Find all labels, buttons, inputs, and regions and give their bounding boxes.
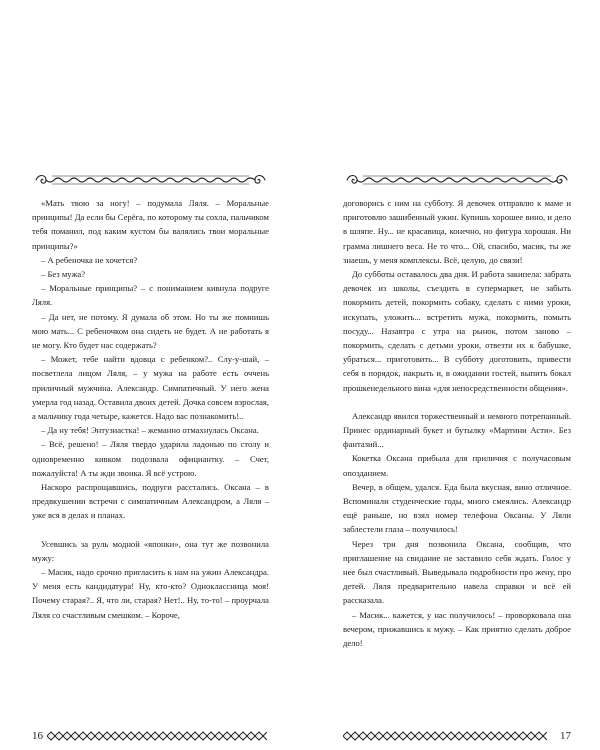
- paragraph: Кокетка Оксана прибыла для приличия с получасовым опозданием.: [343, 453, 571, 478]
- paragraph: – Всё, решено! – Ляля твердо ударила ладонью по столу и одновременно кивком подозвала официантку. – Счет, пожалуйста! А ты жди звонка. Я всё устрою.: [32, 439, 269, 478]
- page-number: 16: [32, 730, 43, 742]
- paragraph: – Масик, надо срочно пригласить к нам на ужин Александра. У меня есть кандидатура! Ну, кто-кто? Одноклассница моя! Почему старая?.. Я, что ли, старая? Нет!.. Ну, то-то! – проурчала Ляля со счастливым смешком. – Короче,: [32, 567, 269, 620]
- paragraph: Усевшись за руль модной «японки», она тут же позвонила мужу:: [32, 538, 269, 563]
- left-page-text: [32, 196, 269, 622]
- paragraph: – Моральные принципы? – с пониманием кивнула подруге Ляля.: [32, 283, 269, 308]
- ornament-header-left: [32, 172, 269, 188]
- ornament-footer-left: [47, 731, 269, 741]
- paragraph: – Может, тебе найти вдовца с ребенком?.. Слу-у-шай, – посветлела лицом Ляля, – у мужа на работе есть оччень приличный мужчина. Александр. Симпатичный. У него жена умерла год назад. Оставила двоих детей. Дочка совсем взрослая, а мальчику года четыре, кажется. Надо вас познакомить!..: [32, 354, 269, 422]
- left-page: [32, 172, 269, 742]
- ornament-header-right: [343, 172, 571, 188]
- right-page: [343, 172, 571, 742]
- paragraph: Александр явился торжественный и немного потрепанный. Принес ординарный букет и бутылку «Мартини Асти». Без фантазий...: [343, 410, 571, 450]
- paragraph: Вечер, в общем, удался. Еда была вкусная, вино отличное. Вспоминали студенческие годы, много смеялись. Александр ещё раньше, но взял номер телефона Оксаны. У Ляли заблестели глаза – получилось!: [343, 481, 571, 535]
- paragraph: – А ребеночка не хочется?: [41, 254, 138, 265]
- paragraph: – Да ну тебя! Энтузиастка! – жеманно отмахнулась Оксана.: [41, 425, 259, 436]
- right-page-text: [343, 196, 571, 650]
- paragraph: – Без мужа?: [41, 269, 86, 280]
- paragraph: – Да нет, не потому. Я думала об этом. Но ты же помнишь мою мать... С ребеночком она сидеть не будет. А не работать я не могу. Кто будет нас содержать?: [32, 311, 269, 351]
- ornament-footer-right: [343, 731, 551, 741]
- paragraph: договорись с ним на субботу. Я девочек отправлю к маме и приготовлю зашибенный ужин. Купишь хорошее вино, и дело в шляпе. Ну... не красавица, конечно, но фигура хорошая. Ни грамма лишнего веса. Не то что... Ой, спасибо, масик, ты же знаешь, у меня комплексы. Всё, целую, до связи!: [343, 198, 571, 265]
- paragraph: «Мать твою за ногу! – подумала Ляля. – Моральные принципы! Да если бы Серёга, по которому ты сохла, пальчиком тебя поманил, под каким кустом бы валялись твои моральные принципы?»: [32, 198, 269, 251]
- paragraph: Наскоро распрощавшись, подруги расстались. Оксана – в предвкушении встречи с симпатичным Александром, а Ляля – уже вся в делах и планах.: [32, 482, 269, 521]
- paragraph: – Масик... кажется, у нас получилось! – проворковала она вечером, прижавшись к мужу. – Как приятно сделать доброе дело!: [343, 609, 571, 649]
- page-number: 17: [560, 730, 571, 742]
- paragraph: Через три дня позвонила Оксана, сообщив, что приглашение на свидание не заставило себя ждать. Голос у нее был счастливый. Выведывала подробности про жену, про детей. Ляля предварительно навела справки и всё ей рассказала.: [343, 538, 571, 606]
- paragraph: До субботы оставалось два дня. И работа закипела: забрать девочек из школы, съездить в супермаркет, не забыть покормить детей, покормить собаку, сделать с ними уроки, искупать, уложить... встретить мужа, покормить, помыть посуду... Назавтра с утра на рынок, потом заново – покормить, сделать с детьми уроки, отвезти их к бабушке, убраться... приготовить... В субботу доготовить, привести себя в порядок, накрыть и, в ожидании гостей, выпить бокал прошкенедельного вина «для непосредственности общения».: [343, 269, 571, 393]
